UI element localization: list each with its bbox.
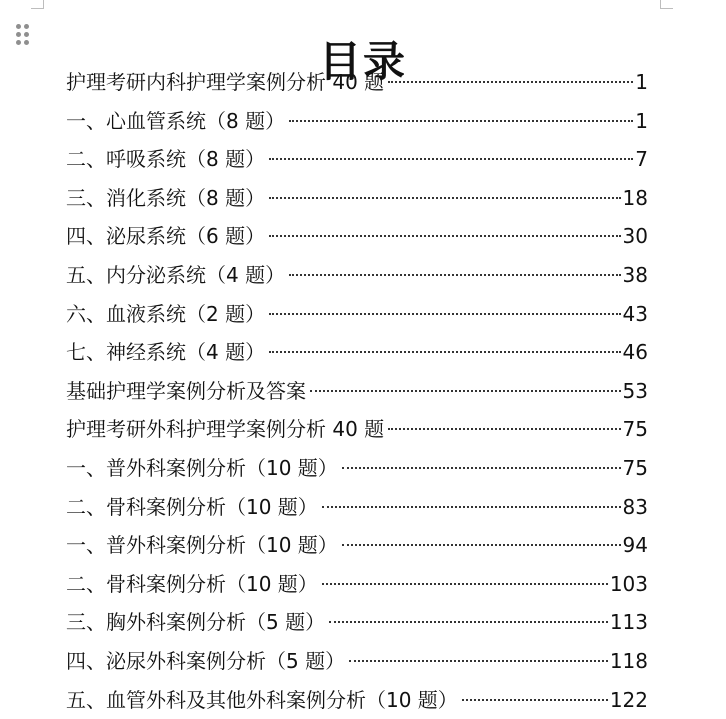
toc-entry[interactable] [66,681,648,719]
toc-entry-label: 七、神经系统（4 题） [66,333,265,372]
toc-dot-leader [289,274,620,276]
toc-dot-leader [269,351,620,353]
toc-entry-label: 五、血管外科及其他外科案例分析（10 题） [66,681,458,719]
toc-entry-page: 43 [623,295,648,334]
toc-entry[interactable] [66,179,648,218]
toc-dot-leader [322,583,608,585]
toc-entry-label: 二、骨科案例分析（10 题） [66,565,318,604]
toc-entry-page: 83 [623,488,648,527]
toc-entry-page: 1 [635,102,648,141]
page-title: 目录 [0,34,726,90]
toc-entry-label: 三、胸外科案例分析（5 题） [66,603,325,642]
toc-entry-page: 46 [623,333,648,372]
toc-entry-label: 一、普外科案例分析（10 题） [66,449,338,488]
toc-dot-leader [329,621,608,623]
page-corner-mark-right [660,0,673,9]
toc-entry-page: 103 [610,565,648,604]
toc-entry-label: 护理考研内科护理学案例分析 40 题 [66,63,384,102]
toc-dot-leader [462,699,608,701]
toc-entry[interactable] [66,63,648,102]
toc-entry-label: 二、骨科案例分析（10 题） [66,488,318,527]
toc-dot-leader [388,81,633,83]
toc-entry[interactable] [66,295,648,334]
toc-entry[interactable] [66,372,648,411]
toc-entry[interactable] [66,256,648,295]
page-corner-mark-left [31,0,44,9]
toc-entry-label: 六、血液系统（2 题） [66,295,265,334]
toc-entry-label: 四、泌尿外科案例分析（5 题） [66,642,345,681]
toc-entry[interactable] [66,333,648,372]
toc-dot-leader [342,544,621,546]
toc-entry[interactable] [66,642,648,681]
toc-entry-label: 三、消化系统（8 题） [66,179,265,218]
toc-entry-label: 基础护理学案例分析及答案 [66,372,306,411]
toc-entry-label: 一、心血管系统（8 题） [66,102,285,141]
toc-entry[interactable] [66,526,648,565]
toc-dot-leader [269,313,620,315]
toc-entry[interactable] [66,410,648,449]
toc-entry-page: 94 [623,526,648,565]
toc-entry-page: 118 [610,642,648,681]
toc-dot-leader [322,506,621,508]
toc-entry-page: 113 [610,603,648,642]
toc-entry-page: 122 [610,681,648,719]
toc-entry[interactable] [66,449,648,488]
toc-dot-leader [289,120,633,122]
toc-dot-leader [269,158,633,160]
toc-entry-page: 7 [635,140,648,179]
drag-dot [16,24,21,29]
toc-dot-leader [349,660,608,662]
toc-entry-label: 一、普外科案例分析（10 题） [66,526,338,565]
toc-entry-page: 1 [635,63,648,102]
toc-entry-page: 75 [623,410,648,449]
toc-entry-page: 75 [623,449,648,488]
drag-dot [24,24,29,29]
toc-entry-page: 38 [623,256,648,295]
toc-entry[interactable] [66,217,648,256]
toc-dot-leader [342,467,621,469]
toc-entry-label: 二、呼吸系统（8 题） [66,140,265,179]
toc-entry[interactable] [66,603,648,642]
toc-entry-label: 四、泌尿系统（6 题） [66,217,265,256]
toc-list [66,63,648,719]
toc-entry-page: 53 [623,372,648,411]
toc-dot-leader [388,428,620,430]
toc-dot-leader [269,235,620,237]
toc-entry-label: 护理考研外科护理学案例分析 40 题 [66,410,384,449]
toc-entry[interactable] [66,488,648,527]
toc-entry[interactable] [66,102,648,141]
toc-dot-leader [269,197,620,199]
toc-entry-page: 30 [623,217,648,256]
toc-entry[interactable] [66,565,648,604]
toc-dot-leader [310,390,621,392]
toc-entry-page: 18 [623,179,648,218]
toc-entry[interactable] [66,140,648,179]
toc-entry-label: 五、内分泌系统（4 题） [66,256,285,295]
